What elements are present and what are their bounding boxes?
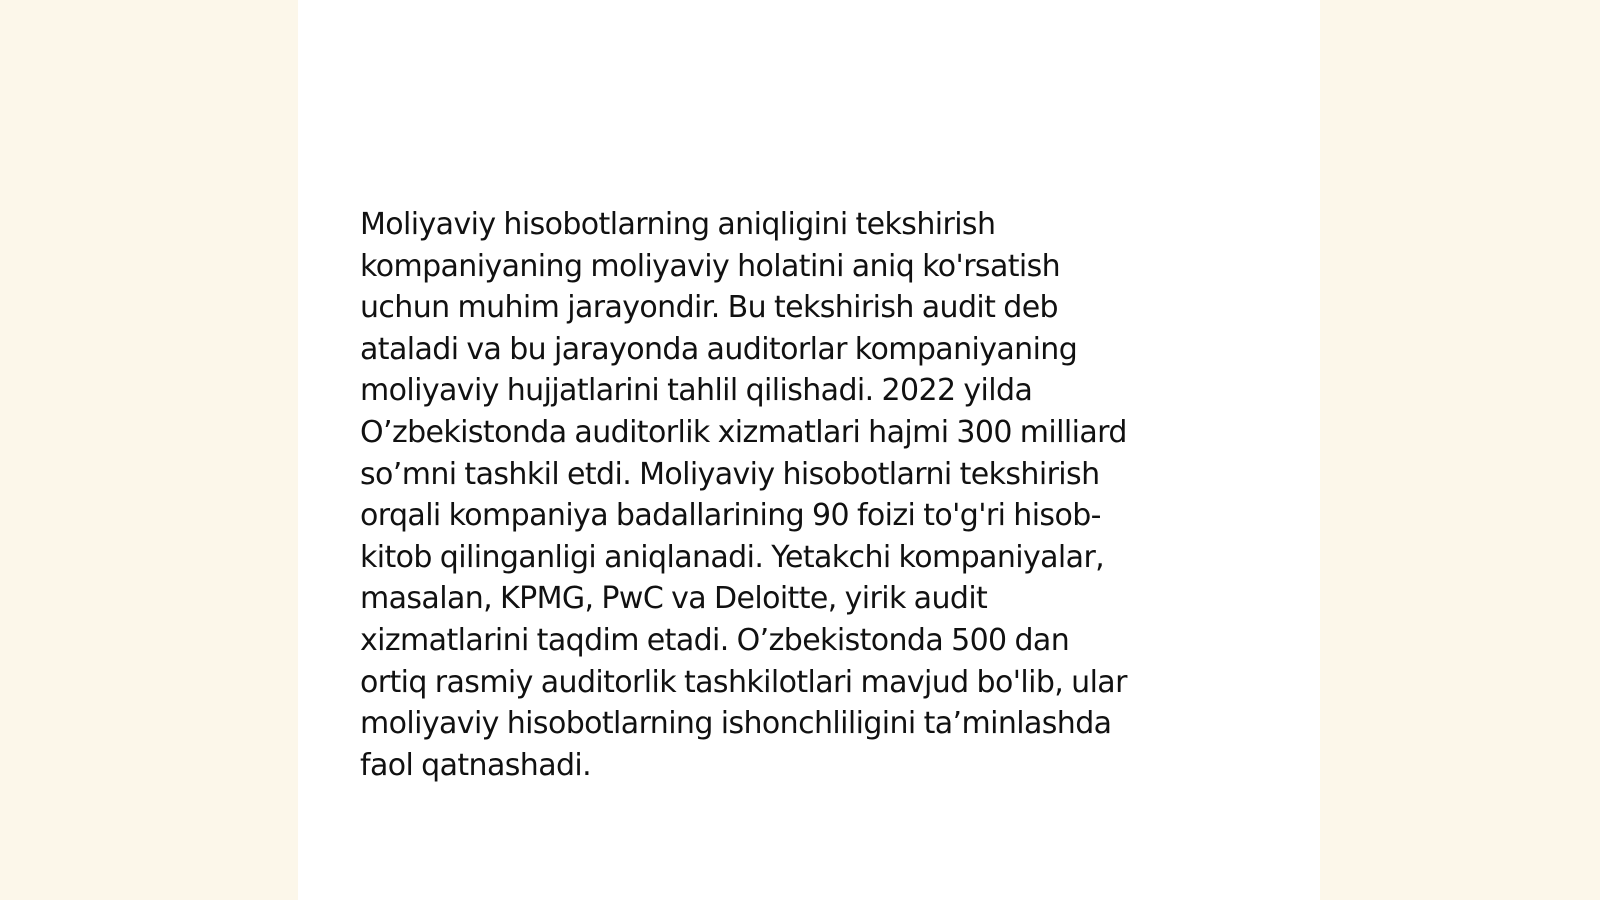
paragraph-line: moliyaviy hujjatlarini tahlil qilishadi. 2022 yilda	[360, 373, 1033, 409]
paragraph-line: moliyaviy hisobotlarning ishonchliligini ta’minlashda	[360, 706, 1112, 742]
paragraph-line: Moliyaviy hisobotlarning aniqligini tekshirish	[360, 207, 996, 242]
paragraph-line: so’mni tashkil etdi. Moliyaviy hisobotlarni tekshirish	[360, 456, 1100, 492]
body-paragraph	[360, 204, 1260, 786]
paragraph-line: kompaniyaning moliyaviy holatini aniq ko'rsatish	[360, 248, 1061, 284]
paragraph-line: ataladi va bu jarayonda auditorlar kompaniyaning	[360, 331, 1078, 367]
paragraph-line: faol qatnashadi.	[360, 747, 592, 783]
paragraph-line: orqali kompaniya badallarining 90 foizi to'g'ri hisob-	[360, 498, 1101, 534]
paragraph-line: O’zbekistonda auditorlik xizmatlari hajmi 300 milliard	[360, 414, 1127, 450]
paragraph-line: ortiq rasmiy auditorlik tashkilotlari mavjud bo'lib, ular	[360, 664, 1127, 700]
paragraph-line: xizmatlarini taqdim etadi. O’zbekistonda 500 dan	[360, 622, 1070, 658]
paragraph-line: uchun muhim jarayondir. Bu tekshirish audit deb	[360, 290, 1058, 326]
slide-page	[298, 0, 1320, 900]
paragraph-line: kitob qilinganligi aniqlanadi. Yetakchi kompaniyalar,	[360, 539, 1105, 575]
paragraph-line: masalan, KPMG, PwC va Deloitte, yirik audit	[360, 581, 988, 617]
